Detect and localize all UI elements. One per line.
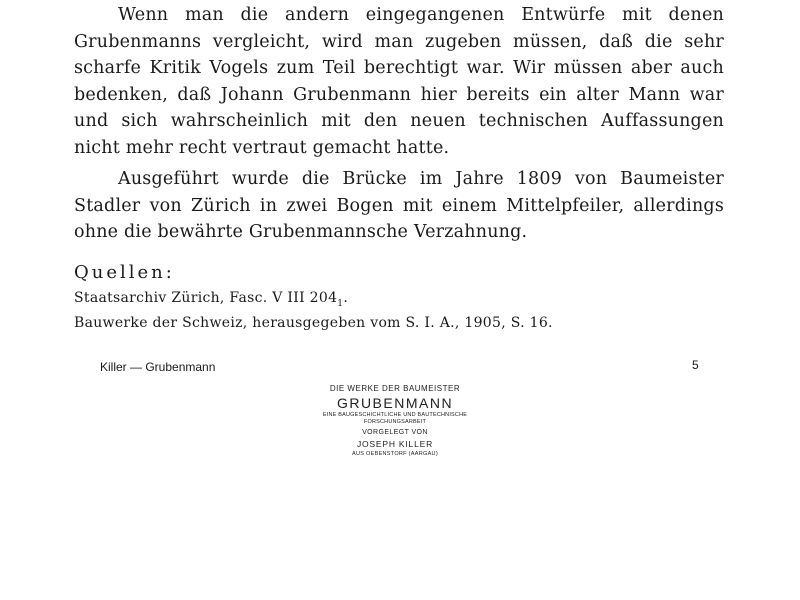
- source-item: Bauwerke der Schweiz, herausgegeben vom S. I. A., 1905, S. 16.: [74, 315, 553, 331]
- title-page-block: [300, 383, 490, 458]
- body-paragraph-1: Wenn man die andern eingegangenen Entwürfe mit denen Grubenmanns vergleicht, wird man zugeben müssen, daß die sehr scharfe Kritik Vogels zum Teil berechtigt war. Wir müssen aber auch bedenken, daß Johann Grubenmann hier bereits ein alter Mann war und sich wahrscheinlich mit den neuen technischen Auffassungen nicht mehr recht vertraut gemacht hatte.: [74, 5, 724, 158]
- cover-series: DIE WERKE DER BAUMEISTER: [329, 384, 461, 393]
- source-item-suffix: .: [343, 290, 349, 306]
- sources-heading: Quellen:: [74, 262, 175, 283]
- source-item-text: Staatsarchiv Zürich, Fasc. V III 204: [74, 290, 338, 306]
- source-item-subscript: 1: [337, 298, 344, 309]
- body-paragraph-2: Ausgeführt wurde die Brücke im Jahre 1809 von Baumeister Stadler von Zürich in zwei Bogen mit einem Mittelpfeiler, allerdings ohne die bewährte Grubenmannsche Verzahnung.: [74, 169, 724, 242]
- source-item: [74, 290, 348, 309]
- cover-title: GRUBENMANN: [336, 395, 454, 411]
- cover-author: JOSEPH KILLER: [356, 439, 434, 449]
- running-title: Killer — Grubenmann: [100, 360, 216, 374]
- cover-subtitle-line-1: EINE BAUGESCHICHTLICHE UND BAUTECHNISCHE: [322, 412, 468, 418]
- page-number: 5: [692, 358, 699, 372]
- cover-presented-by: VORGELEGT VON: [362, 429, 428, 436]
- cover-origin: AUS OEBENSTORF (AARGAU): [352, 451, 438, 457]
- cover-subtitle-line-2: FORSCHUNGSARBEIT: [363, 419, 427, 425]
